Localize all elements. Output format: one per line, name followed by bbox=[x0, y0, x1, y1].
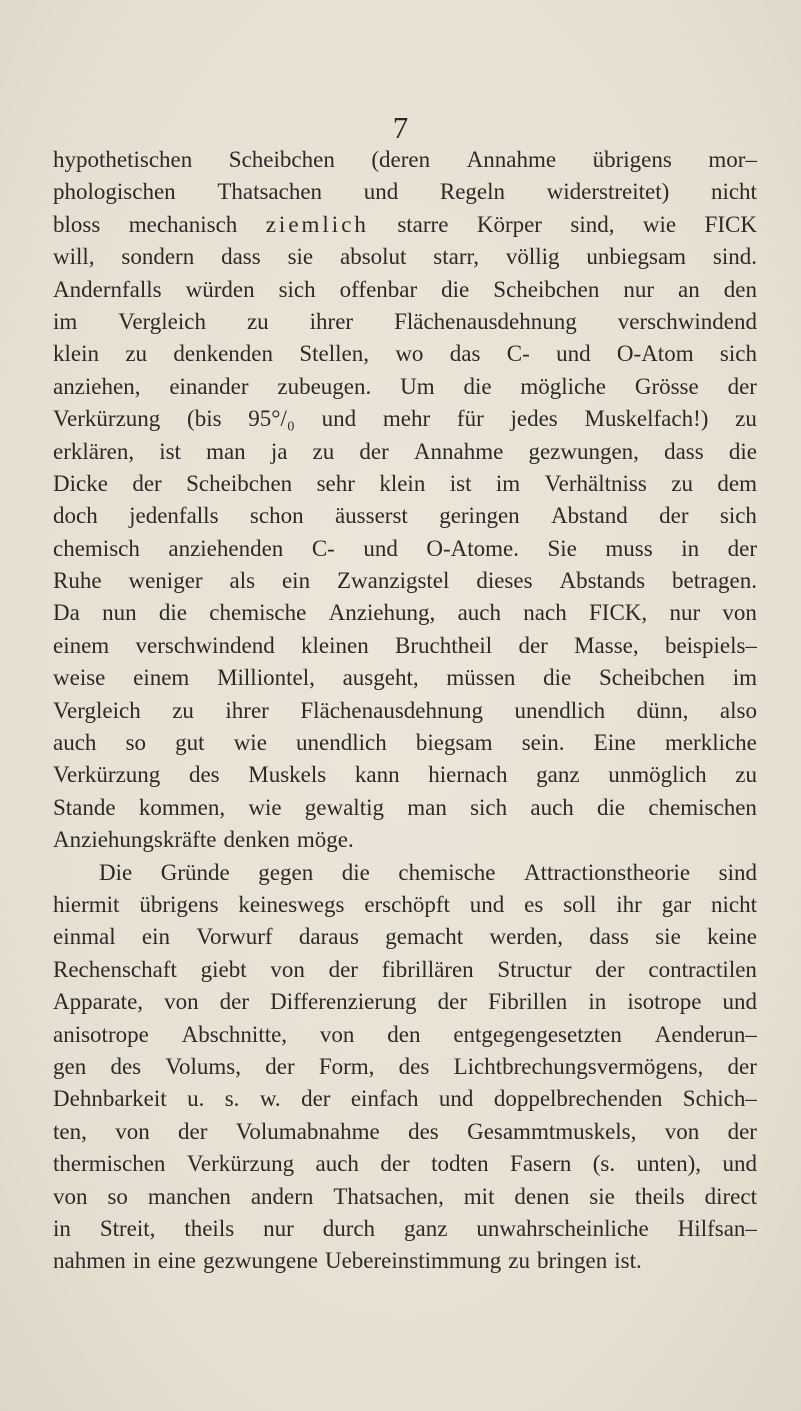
text-line: Vergleich zu ihrer Flächenausdehnung unendlich dünn, also bbox=[53, 697, 757, 723]
text-line: im Vergleich zu ihrer Flächenausdehnung verschwindend bbox=[53, 308, 757, 334]
page-number: 7 bbox=[392, 110, 409, 145]
text-line: Die Gründe gegen die chemische Attractionstheorie sind bbox=[99, 859, 757, 885]
text-line: Dicke der Scheibchen sehr klein ist im Verhältniss zu dem bbox=[53, 470, 757, 496]
text-line: will, sondern dass sie absolut starr, völlig unbiegsam sind. bbox=[53, 244, 757, 270]
text-line: thermischen Verkürzung auch der todten Fasern (s. unten), und bbox=[53, 1151, 757, 1177]
text-line: einem verschwindend kleinen Bruchtheil der Masse, beispiels– bbox=[53, 632, 757, 658]
text-line: Anziehungskräfte denken möge. bbox=[53, 827, 354, 853]
text-line: doch jedenfalls schon äusserst geringen Abstand der sich bbox=[53, 503, 757, 529]
text-line: in Streit, theils nur durch ganz unwahrscheinliche Hilfsan– bbox=[53, 1215, 757, 1241]
text-line: auch so gut wie unendlich biegsam sein. Eine merkliche bbox=[53, 730, 757, 756]
text-line: hypothetischen Scheibchen (deren Annahme übrigens mor– bbox=[53, 147, 757, 172]
text-line: Verkürzung (bis 95°/₀ und mehr für jedes Muskelfach!) zu bbox=[53, 406, 757, 432]
text-line: Stande kommen, wie gewaltig man sich auch die chemischen bbox=[53, 794, 757, 820]
text-line: klein zu denkenden Stellen, wo das C- und O-Atom sich bbox=[53, 341, 757, 367]
text-line: Rechenschaft giebt von der fibrillären Structur der contractilen bbox=[53, 956, 757, 982]
text-line: gen des Volums, der Form, des Lichtbrechungsvermögens, der bbox=[53, 1053, 757, 1079]
text-line: phologischen Thatsachen und Regeln widerstreitet) nicht bbox=[53, 179, 757, 205]
text-line: von so manchen andern Thatsachen, mit denen sie theils direct bbox=[53, 1183, 757, 1209]
text-line: anisotrope Abschnitte, von den entgegengesetzten Aenderun– bbox=[53, 1021, 757, 1047]
text-line: ten, von der Volumabnahme des Gesammtmuskels, von der bbox=[53, 1118, 757, 1144]
text-line: einmal ein Vorwurf daraus gemacht werden, dass sie keine bbox=[53, 924, 757, 950]
text-line: bloss mechanisch ziemlich starre Körper sind, wie FICK bbox=[53, 211, 757, 237]
text-line: Da nun die chemische Anziehung, auch nach FICK, nur von bbox=[53, 600, 757, 626]
text-line: hiermit übrigens keineswegs erschöpft und es soll ihr gar nicht bbox=[53, 891, 757, 917]
text-line: Dehnbarkeit u. s. w. der einfach und doppelbrechenden Schich– bbox=[53, 1086, 757, 1112]
text-line: Andernfalls würden sich offenbar die Scheibchen nur an den bbox=[53, 276, 757, 302]
text-line: chemisch anziehenden C- und O-Atome. Sie muss in der bbox=[53, 535, 757, 561]
text-line: anziehen, einander zubeugen. Um die mögliche Grösse der bbox=[53, 373, 757, 399]
text-line: weise einem Milliontel, ausgeht, müssen die Scheibchen im bbox=[53, 665, 757, 691]
text-line: Ruhe weniger als ein Zwanzigstel dieses Abstands betragen. bbox=[53, 568, 757, 594]
text-line: nahmen in eine gezwungene Uebereinstimmung zu bringen ist. bbox=[53, 1248, 642, 1274]
text-line: Verkürzung des Muskels kann hiernach ganz unmöglich zu bbox=[53, 762, 757, 788]
body-text bbox=[53, 144, 757, 1278]
text-line: erklären, ist man ja zu der Annahme gezwungen, dass die bbox=[53, 438, 757, 464]
text-line: Apparate, von der Differenzierung der Fibrillen in isotrope und bbox=[53, 989, 757, 1015]
